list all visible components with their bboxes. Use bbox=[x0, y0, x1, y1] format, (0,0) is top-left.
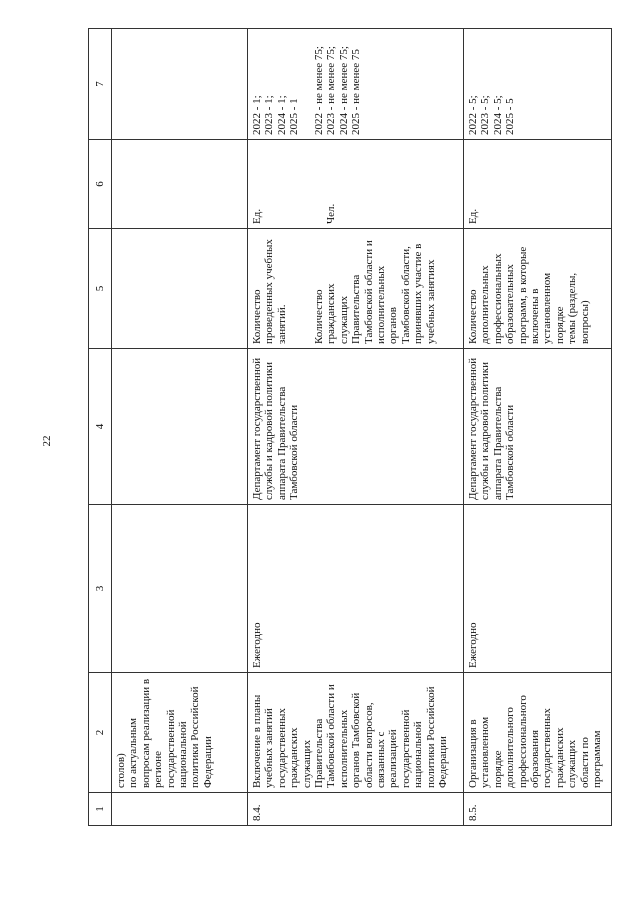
plan-table bbox=[88, 28, 612, 826]
responsible-text bbox=[112, 349, 248, 505]
responsible-text: Департамент государственной службы и кадровой политики аппарата Правительства Тамбовской области bbox=[464, 349, 612, 505]
header-col-2: 2 bbox=[89, 673, 112, 793]
page-number: 22 bbox=[41, 435, 53, 447]
value-text: 2022 - 1; 2023 - 1; 2024 - 1; 2025 - 1 2022 - не менее 75; 2023 - не менее 75; 2024 - не менее 75; 2025 - не менее 75 bbox=[248, 29, 464, 140]
event-text: столов) по актуальным вопросам реализации в регионе государственной национальной политики Российской Федерации bbox=[112, 673, 248, 793]
period-text: Ежегодно bbox=[248, 505, 464, 673]
value-text: 2022 - 5; 2023 - 5; 2024 - 5; 2025 - 5 bbox=[464, 29, 612, 140]
header-row bbox=[89, 29, 112, 826]
plan-table-container bbox=[88, 29, 612, 826]
rotated-table bbox=[88, 29, 612, 826]
header-col-3: 3 bbox=[89, 505, 112, 673]
header-col-4: 4 bbox=[89, 349, 112, 505]
table-row bbox=[248, 29, 464, 826]
unit-text: Ед. bbox=[464, 140, 612, 229]
unit-text bbox=[112, 140, 248, 229]
row-number: 8.5. bbox=[464, 793, 612, 826]
header-col-7: 7 bbox=[89, 29, 112, 140]
table-row bbox=[112, 29, 248, 826]
unit-text: Ед. Чел. bbox=[248, 140, 464, 229]
value-text bbox=[112, 29, 248, 140]
header-col-6: 6 bbox=[89, 140, 112, 229]
indicator-text: Количество дополнительных профессиональных образовательных программ, в которые включены в установленном порядке темы (разделы, вопросы) bbox=[464, 229, 612, 349]
header-col-1: 1 bbox=[89, 793, 112, 826]
period-text bbox=[112, 505, 248, 673]
responsible-text: Департамент государственной службы и кадровой политики аппарата Правительства Тамбовской области bbox=[248, 349, 464, 505]
indicator-text bbox=[112, 229, 248, 349]
table-row bbox=[464, 29, 612, 826]
period-text: Ежегодно bbox=[464, 505, 612, 673]
header-col-5: 5 bbox=[89, 229, 112, 349]
event-text: Включение в планы учебных занятий государственных гражданских служащих Правительства Тамбовской области и исполнительных органов Тамбовской области вопросов, связанных с реализацией государственной национальной политики Российской Федерации bbox=[248, 673, 464, 793]
event-text: Организация в установленном порядке дополнительного профессионального образования государственных гражданских служащих области по программам bbox=[464, 673, 612, 793]
indicator-text: Количество проведенных учебных занятий. Количество гражданских служащих Правительства Тамбовской области и исполнительных органов Тамбовской области, принявших участие в учебных занятиях bbox=[248, 229, 464, 349]
row-number bbox=[112, 793, 248, 826]
row-number: 8.4. bbox=[248, 793, 464, 826]
